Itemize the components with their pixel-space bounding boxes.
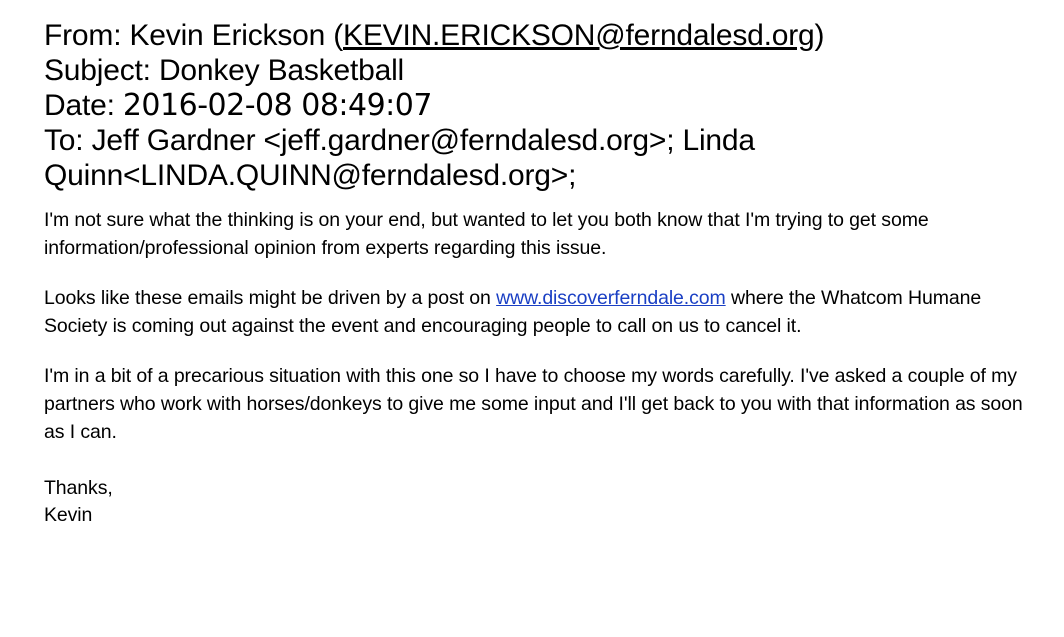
subject-label: Subject: xyxy=(44,54,159,88)
from-email-link[interactable]: KEVIN.ERICKSON@ferndalesd.org xyxy=(343,19,815,52)
header-from xyxy=(44,18,1034,53)
to-label: To: xyxy=(44,124,92,158)
signature-name: Kevin xyxy=(44,504,93,527)
email-header-block xyxy=(44,18,1034,193)
date-value: 2016-02-08 08:49:07 xyxy=(122,88,432,124)
body-paragraph-2 xyxy=(44,285,1029,341)
paragraph-2-text-before-link: Looks like these emails might be driven by a post on xyxy=(44,287,497,310)
header-to xyxy=(44,123,1034,193)
from-label: From: xyxy=(44,19,130,52)
email-body xyxy=(44,207,1029,530)
discoverferndale-link[interactable]: www.discoverferndale.com xyxy=(496,287,726,310)
date-label: Date: xyxy=(44,89,123,123)
header-subject xyxy=(44,53,1034,88)
paragraph-2-text-after-link: where the Whatcom Humane Society is coming out against the event and encouraging people to call on us to cancel it. xyxy=(44,287,982,338)
body-paragraph-3: I'm in a bit of a precarious situation with this one so I have to choose my words carefully. I've asked a couple of my partners who work with horses/donkeys to give me some input and I'll get back to you with that information as soon as I can. xyxy=(44,364,1023,443)
header-date xyxy=(44,88,1034,123)
from-open-paren: ( xyxy=(333,19,344,52)
closing-line: Thanks, xyxy=(44,476,113,499)
from-close-paren: ) xyxy=(814,19,825,52)
body-paragraph-1: I'm not sure what the thinking is on your end, but wanted to let you both know that I'm trying to get some information/professional opinion from experts regarding this issue. xyxy=(44,209,929,260)
subject-value: Donkey Basketball xyxy=(158,54,405,88)
to-value: Jeff Gardner <jeff.gardner@ferndalesd.org>; Linda Quinn<LINDA.QUINN@ferndalesd.org>; xyxy=(44,124,755,193)
from-name: Kevin Erickson xyxy=(129,19,334,52)
